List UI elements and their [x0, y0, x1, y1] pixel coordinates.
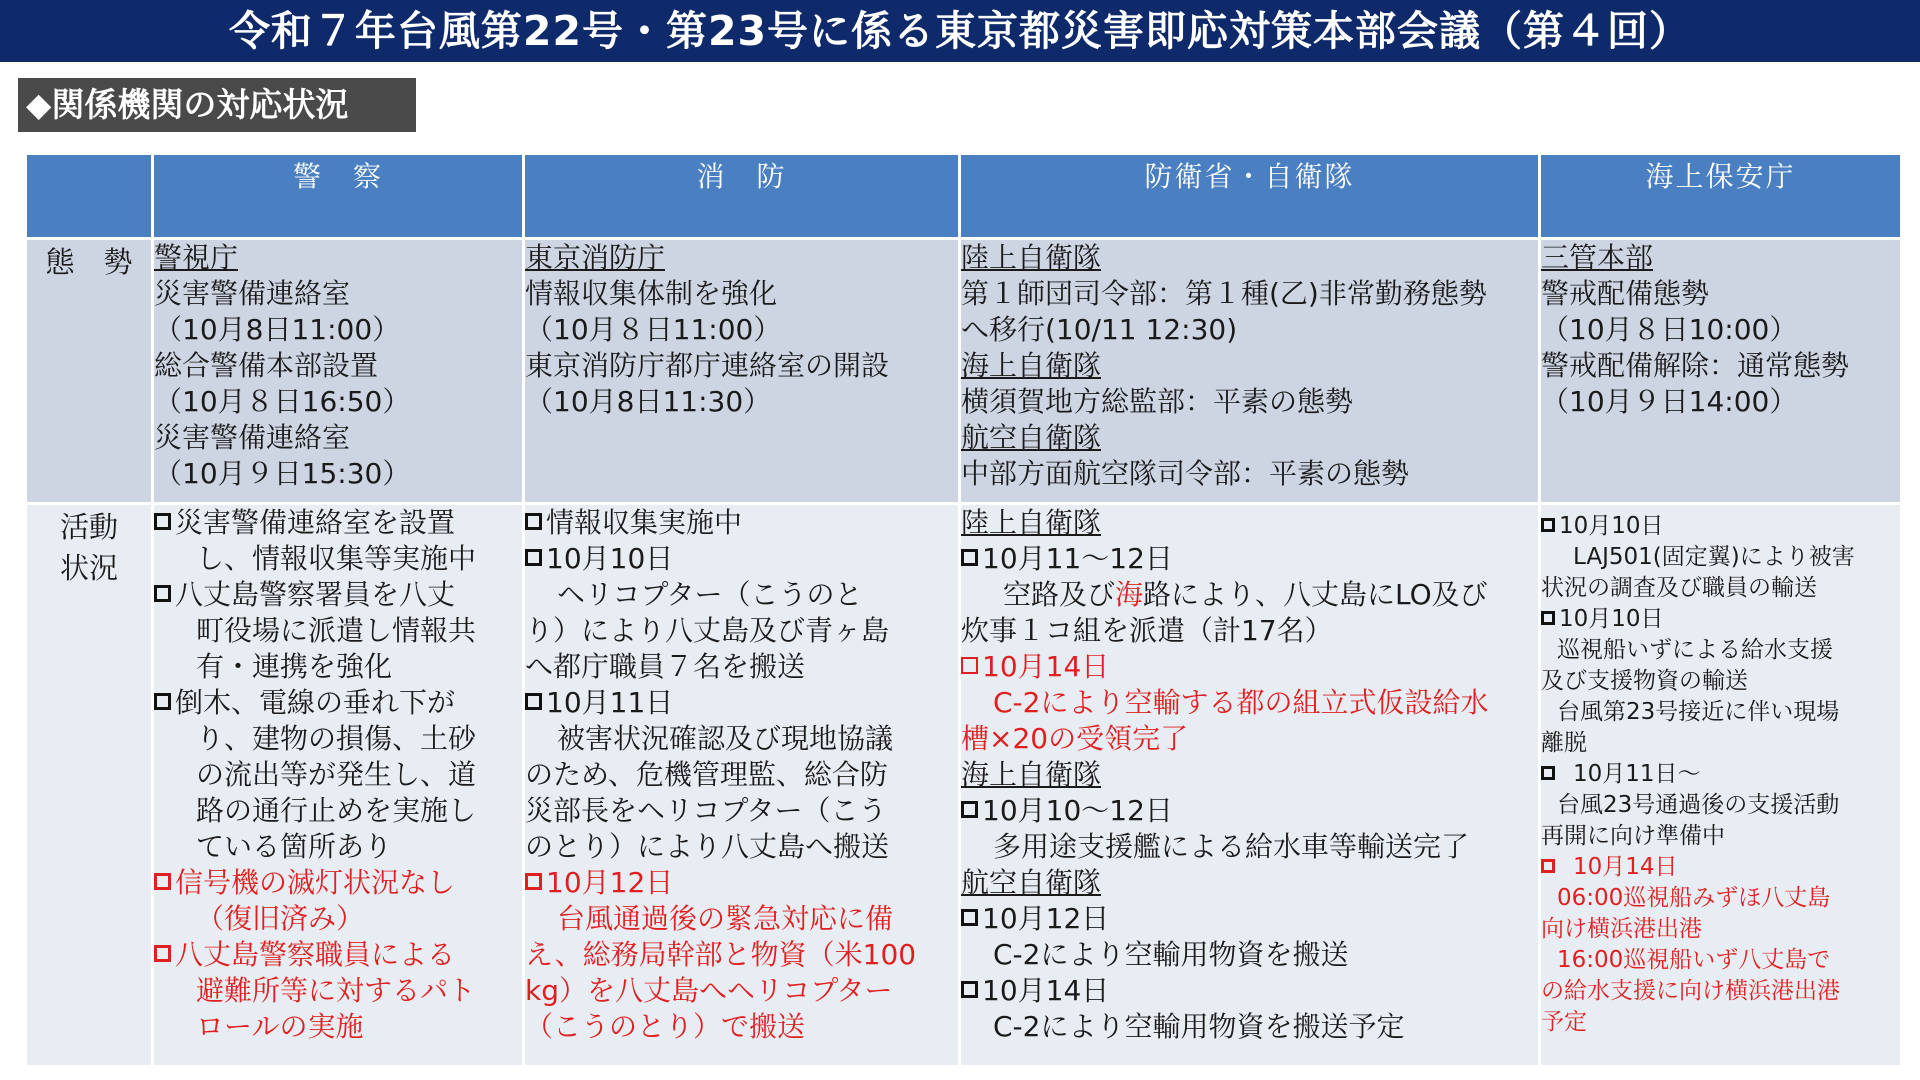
- activity-text: え、総務局幹部と物資（米100: [525, 938, 917, 971]
- checkbox-bullet-icon: [1541, 518, 1555, 532]
- checkbox-bullet-icon: [154, 693, 171, 710]
- activity-text: 台風通過後の緊急対応に備: [557, 902, 894, 935]
- activity-text: の給水支援に向け横浜港出港: [1541, 978, 1840, 1004]
- activity-text: 災害警備連絡室を設置: [175, 506, 456, 539]
- activity-text: 信号機の滅灯状況なし: [175, 866, 456, 899]
- activity-text: 槽×20の受領完了: [961, 722, 1189, 755]
- posture-date: （10月８日11:00）: [525, 313, 782, 346]
- activity-date: 10月10～12日: [982, 794, 1173, 827]
- checkbox-bullet-icon: [961, 981, 978, 998]
- activity-text: 離脱: [1541, 730, 1587, 756]
- posture-date: （10月８日16:50）: [154, 385, 411, 418]
- checkbox-bullet-icon: [525, 513, 542, 530]
- posture-text: 警戒配備態勢: [1541, 277, 1710, 310]
- activity-text: 路により、八丈島にLO及び: [1143, 578, 1488, 611]
- checkbox-bullet-icon: [154, 585, 171, 602]
- header-fire: 消 防: [525, 155, 958, 237]
- activity-text: 向け横浜港出港: [1541, 916, 1702, 942]
- activity-text: 多用途支援艦による給水車等輸送完了: [993, 830, 1470, 863]
- posture-coast-guard: [1541, 240, 1900, 502]
- checkbox-bullet-icon: [961, 549, 978, 566]
- activity-text: 災部長をヘリコプター（こう: [525, 794, 887, 827]
- posture-date: （10月8日11:00）: [154, 313, 401, 346]
- activity-text: り）により八丈島及び青ヶ島: [525, 614, 890, 647]
- activity-text: し、情報収集等実施中: [196, 542, 477, 575]
- activity-text: のため、危機管理監、総合防: [525, 758, 888, 791]
- row-label-posture: 態 勢: [27, 240, 151, 502]
- posture-text: 災害警備連絡室: [154, 421, 351, 454]
- activity-row: [27, 505, 1900, 1065]
- activity-text: 有・連携を強化: [196, 650, 393, 683]
- checkbox-bullet-icon: [525, 549, 542, 566]
- org-name: 海上自衛隊: [961, 758, 1102, 791]
- page-title: 令和７年台風第22号・第23号に係る東京都災害即応対策本部会議（第４回）: [0, 0, 1920, 62]
- row-label-activity-line1: 活動: [59, 510, 118, 544]
- activity-date: 10月10日: [1559, 606, 1664, 632]
- header-police: 警 察: [154, 155, 522, 237]
- activity-text: のとり）により八丈島へ搬送: [525, 830, 890, 863]
- activity-text: （復旧済み）: [196, 902, 365, 935]
- checkbox-bullet-icon: [525, 873, 542, 890]
- activity-sdf: [961, 505, 1538, 1065]
- activity-date: 10月14日: [982, 974, 1110, 1007]
- posture-text: 警戒配備解除：通常態勢: [1541, 349, 1850, 382]
- activity-text: ロールの実施: [196, 1010, 364, 1043]
- activity-text: 台風23号通過後の支援活動: [1557, 792, 1840, 818]
- checkbox-bullet-icon: [154, 945, 171, 962]
- activity-date: 10月12日: [982, 902, 1110, 935]
- activity-date: 10月14日: [1573, 854, 1678, 880]
- header-row: [27, 155, 1900, 237]
- row-label-activity-line2: 状況: [59, 551, 118, 585]
- org-name: 陸上自衛隊: [961, 241, 1102, 274]
- checkbox-bullet-icon: [961, 909, 978, 926]
- activity-fire: [525, 505, 958, 1065]
- activity-text: 16:00巡視船いず八丈島で: [1557, 947, 1831, 973]
- activity-text: 八丈島警察職員による: [175, 938, 456, 971]
- activity-date: 10月10日: [1559, 513, 1664, 539]
- activity-date: 10月11～12日: [982, 542, 1173, 575]
- org-name: 三管本部: [1541, 241, 1654, 274]
- org-name: 海上自衛隊: [961, 349, 1102, 382]
- header-corner: [27, 155, 151, 237]
- org-name: 警視庁: [154, 241, 239, 274]
- activity-text: 巡視船いずによる給水支援: [1557, 637, 1833, 663]
- activity-date: 10月14日: [982, 650, 1110, 683]
- checkbox-bullet-icon: [1541, 766, 1555, 780]
- checkbox-bullet-icon: [525, 693, 542, 710]
- checkbox-bullet-icon: [1541, 611, 1555, 625]
- activity-text: 06:00巡視船みずほ八丈島: [1557, 885, 1831, 911]
- activity-text: ヘリコプター（こうのと: [557, 578, 863, 611]
- checkbox-bullet-icon: [1541, 859, 1555, 873]
- activity-text: 及び支援物資の輸送: [1541, 668, 1748, 694]
- activity-text: 情報収集実施中: [546, 506, 743, 539]
- posture-text: 総合警備本部設置: [154, 349, 379, 382]
- activity-text: （こうのとり）で搬送: [525, 1010, 806, 1043]
- activity-text-highlight: 海: [1115, 578, 1144, 611]
- activity-text: へ都庁職員７名を搬送: [525, 650, 806, 683]
- activity-text: 台風第23号接近に伴い現場: [1557, 699, 1840, 725]
- posture-text: 第１師団司令部：第１種(乙)非常勤務態勢: [961, 277, 1487, 310]
- section-label: ◆関係機関の対応状況: [18, 78, 416, 132]
- activity-police: [154, 505, 522, 1065]
- header-coast-guard: 海上保安庁: [1541, 155, 1900, 237]
- activity-text: 八丈島警察署員を八丈: [175, 578, 456, 611]
- activity-text: 空路及び: [1003, 578, 1116, 611]
- org-name: 航空自衛隊: [961, 421, 1102, 454]
- row-label-activity: [27, 505, 151, 1065]
- activity-text: kg）を八丈島へヘリコプター: [525, 974, 893, 1007]
- posture-date: （10月９日14:00）: [1541, 385, 1798, 418]
- header-sdf: 防衛省・自衛隊: [961, 155, 1538, 237]
- activity-date: 10月12日: [546, 866, 674, 899]
- activity-text: 倒木、電線の垂れ下が: [175, 686, 456, 719]
- activity-date: 10月11日～: [1573, 761, 1701, 787]
- checkbox-bullet-icon: [154, 873, 171, 890]
- org-name: 陸上自衛隊: [961, 506, 1102, 539]
- activity-text: 状況の調査及び職員の輸送: [1541, 575, 1817, 601]
- activity-date: 10月11日: [546, 686, 674, 719]
- activity-text: C-2により空輸する都の組立式仮設給水: [993, 686, 1489, 719]
- posture-text: 中部方面航空隊司令部：平素の態勢: [961, 457, 1410, 490]
- posture-date: （10月8日11:30）: [525, 385, 772, 418]
- activity-text: 予定: [1541, 1009, 1587, 1035]
- posture-row: [27, 240, 1900, 502]
- checkbox-bullet-icon: [154, 513, 171, 530]
- posture-text: 東京消防庁都庁連絡室の開設: [525, 349, 890, 382]
- org-name: 航空自衛隊: [961, 866, 1102, 899]
- activity-text: C-2により空輸用物資を搬送予定: [993, 1010, 1405, 1043]
- posture-date: （10月８日10:00）: [1541, 313, 1798, 346]
- activity-date: 10月10日: [546, 542, 674, 575]
- posture-text: 情報収集体制を強化: [525, 277, 778, 310]
- org-name: 東京消防庁: [525, 241, 666, 274]
- activity-text: の流出等が発生し、道: [196, 758, 477, 791]
- posture-police: [154, 240, 522, 502]
- activity-text: C-2により空輸用物資を搬送: [993, 938, 1349, 971]
- activity-text: 再開に向け準備中: [1541, 823, 1725, 849]
- agency-response-table: [24, 152, 1903, 1068]
- activity-text: LAJ501(固定翼)により被害: [1573, 544, 1855, 570]
- activity-text: り、建物の損傷、土砂: [196, 722, 477, 755]
- checkbox-bullet-icon: [961, 657, 978, 674]
- activity-text: 町役場に派遣し情報共: [196, 614, 477, 647]
- posture-date: （10月９日15:30）: [154, 457, 411, 490]
- posture-text: 横須賀地方総監部：平素の態勢: [961, 385, 1354, 418]
- activity-text: 避難所等に対するパト: [196, 974, 476, 1007]
- posture-text: へ移行(10/11 12:30): [961, 313, 1238, 346]
- activity-coast-guard: [1541, 505, 1900, 1065]
- activity-text: 炊事１コ組を派遣（計17名）: [961, 614, 1333, 647]
- posture-sdf: [961, 240, 1538, 502]
- checkbox-bullet-icon: [961, 801, 978, 818]
- posture-text: 災害警備連絡室: [154, 277, 351, 310]
- activity-text: ている箇所あり: [196, 830, 393, 863]
- posture-fire: [525, 240, 958, 502]
- activity-text: 被害状況確認及び現地協議: [557, 722, 894, 755]
- activity-text: 路の通行止めを実施し: [196, 794, 477, 827]
